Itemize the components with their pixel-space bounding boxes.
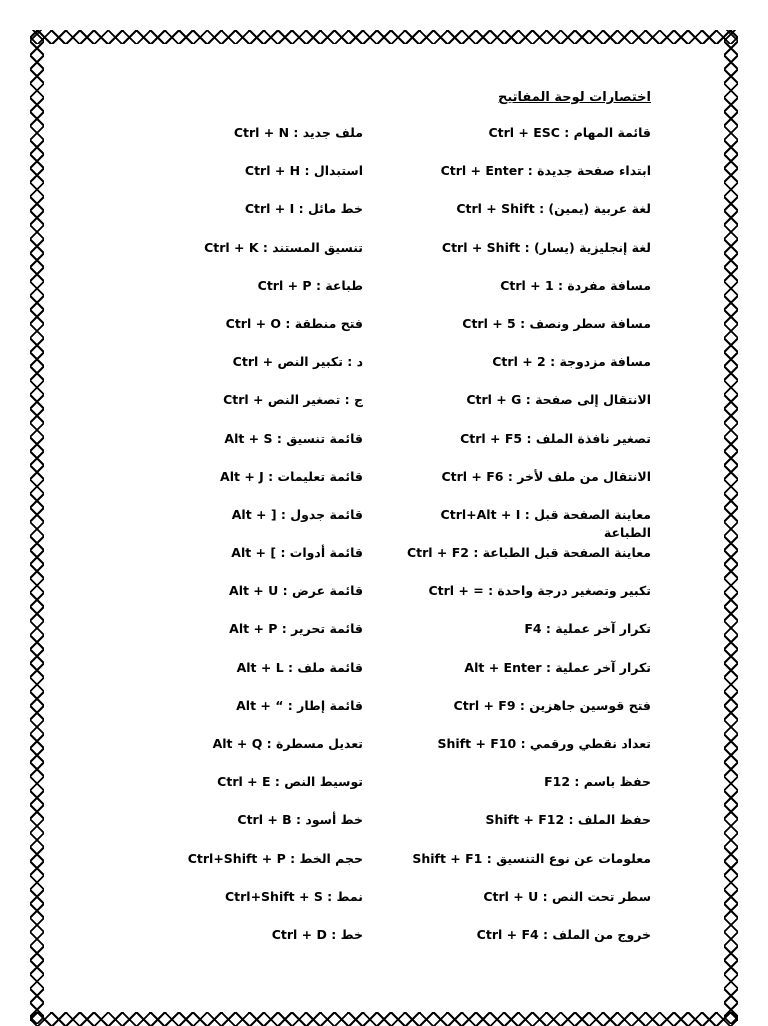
shortcut-item: Shift + F10 : تعداد نقطي ورقمي [437,736,651,751]
shortcut-item: Alt + Q : تعديل مسطرة [212,736,363,751]
shortcut-item: Ctrl + N : ملف جديد [233,125,363,140]
shortcut-item: Ctrl + 2 : مسافة مزدوجة [492,354,651,370]
shortcut-item: Ctrl + F4 : خروج من الملف [476,926,651,942]
shortcut-item: Alt + P : قائمة تحرير [229,621,363,637]
shortcut-item: Alt + S : قائمة تنسيق [224,430,363,446]
shortcut-item: Ctrl + ESC : قائمة المهام [488,125,651,140]
shortcut-item: Ctrl + I : خط مائل [244,201,363,217]
shortcut-item: Ctrl + F9 : فتح قوسين جاهزين [453,697,651,713]
shortcut-item: Alt + ] : قائمة جدول [231,506,363,522]
shortcut-item: Ctrl + د : تكبير النص [232,354,363,370]
shortcut-item: Ctrl + E : توسيط النص [217,774,363,790]
shortcut-item: Ctrl + B : خط أسود [237,812,363,828]
shortcut-item: Ctrl + F2 : معاينة الصفحة قبل الطباعة [406,545,651,561]
shortcut-item: Ctrl + ج : تصغير النص [223,392,363,408]
shortcut-item: Ctrl + Shift : لغة عربية (يمين) [456,201,651,217]
shortcut-item: Ctrl + H : استبدال [244,163,363,179]
page-title: اختصارات لوحة المفاتيح [497,90,651,105]
shortcut-item: Ctrl + U : سطر تحت النص [483,888,651,904]
shortcut-item: Ctrl+Shift + P : حجم الخط [187,850,363,866]
decorative-border-right [724,30,738,1024]
shortcut-item: Ctrl+Alt + I : معاينة الصفحة قبل الطباعة [440,506,651,540]
shortcut-item: Ctrl + F5 : تصغير نافذة الملف [460,430,651,446]
shortcut-item: Ctrl + D : خط [271,926,363,942]
decorative-border-left [30,30,44,1024]
shortcut-item: F12 : حفظ باسم [544,774,651,790]
shortcut-item: Ctrl+Shift + S : نمط [224,888,363,904]
shortcut-list-left [163,124,363,964]
shortcut-item: Ctrl + Shift : لغة إنجليزية (يسار) [441,239,651,255]
decorative-border-top [30,30,738,44]
shortcut-item: Ctrl + 1 : مسافة مفردة [500,277,651,293]
shortcut-item: F4 : تكرار آخر عملية [524,621,651,637]
shortcut-item: Shift + F1 : معلومات عن نوع التنسيق [412,850,651,866]
shortcut-item: Ctrl + O : فتح منطقة [225,315,363,331]
shortcut-item: Ctrl + 5 : مسافة سطر ونصف [462,315,651,331]
shortcut-item: Alt + [ : قائمة أدوات [231,545,363,561]
shortcut-item: Alt + U : قائمة عرض [229,583,363,599]
shortcut-item: Ctrl + G : الانتقال إلى صفحة [466,392,651,408]
shortcut-item: Alt + Enter : تكرار آخر عملية [464,659,651,675]
shortcut-item: Ctrl + K : تنسيق المستند [204,239,363,255]
shortcut-item: Alt + “ : قائمة إطار [236,697,363,713]
shortcut-item: Shift + F12 : حفظ الملف [485,812,651,828]
shortcut-list-right [406,124,651,964]
shortcut-item: Alt + J : قائمة تعليمات [220,468,363,484]
shortcut-item: Ctrl + Enter : ابتداء صفحة جديدة [440,163,651,179]
shortcut-item: Ctrl + F6 : الانتقال من ملف لأخر [441,468,651,484]
shortcut-item: Ctrl + = : تكبير وتصغير درجة واحدة [428,583,651,599]
shortcut-item: Alt + L : قائمة ملف [236,659,363,675]
shortcut-item: Ctrl + P : طباعة [257,277,363,293]
